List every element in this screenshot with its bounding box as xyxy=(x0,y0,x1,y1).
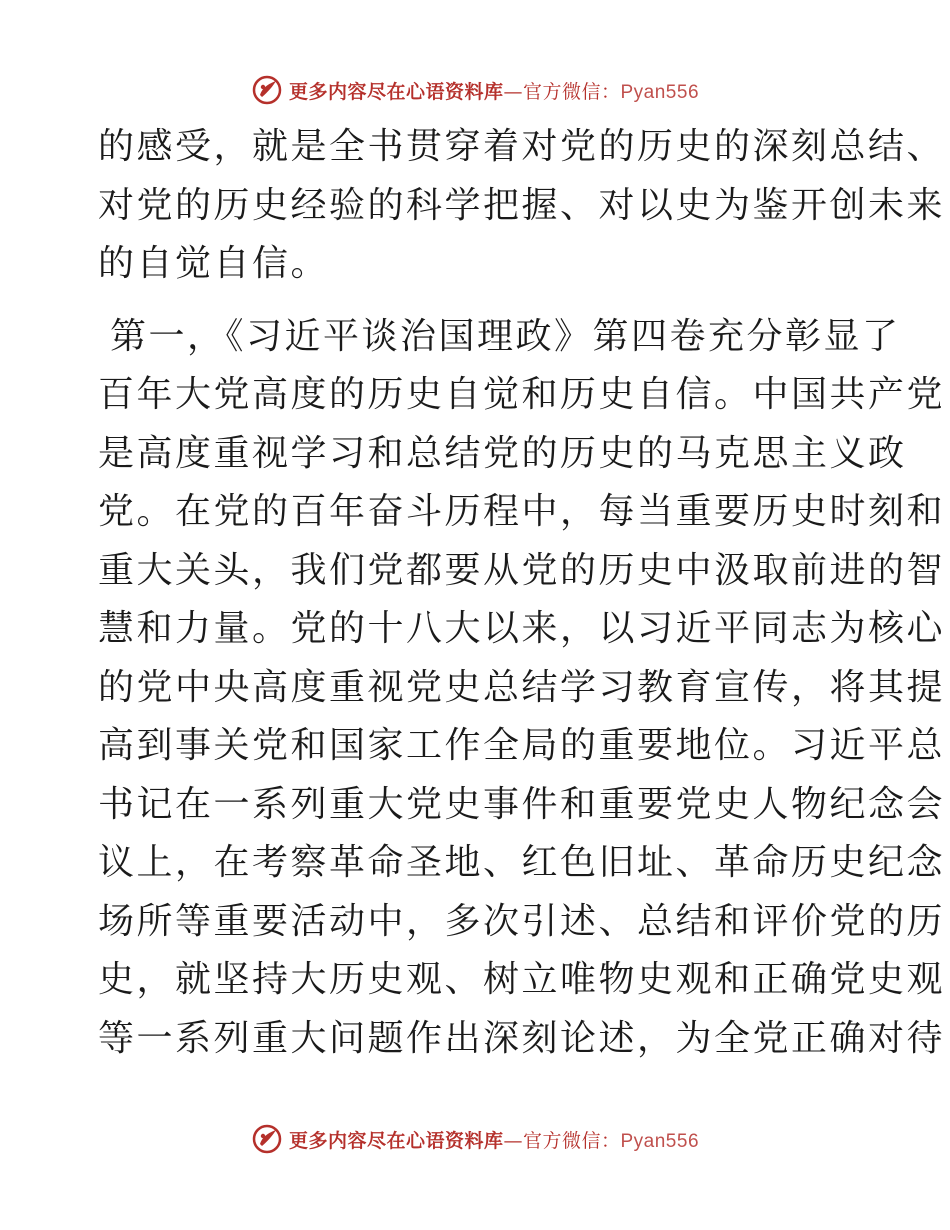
text-line: 场所等重要活动中，多次引述、总结和评价党的历 xyxy=(98,900,946,942)
watermark-wechat-id: Pyan556 xyxy=(620,81,700,103)
text-line: 等一系列重大问题作出深刻论述，为全党正确对待 xyxy=(98,1017,946,1059)
footer-watermark xyxy=(0,1121,950,1157)
brand-logo-icon xyxy=(251,1123,283,1155)
text-line: 慧和力量。党的十八大以来，以习近平同志为核心 xyxy=(98,608,946,649)
text-line: 议上，在考察革命圣地、红色旧址、革命历史纪念 xyxy=(98,842,946,883)
text-line: 第一，《习近平谈治国理政》第四卷充分彰显了 xyxy=(110,315,901,357)
text-line: 党。在党的百年奋斗历程中，每当重要历史时刻和 xyxy=(98,491,946,532)
watermark-label: 官方微信： xyxy=(522,1129,621,1152)
text-line: 书记在一系列重大党史事件和重要党史人物纪念会 xyxy=(98,783,946,825)
text-line: 的自觉自信。 xyxy=(98,243,330,284)
watermark-separator: — xyxy=(503,80,523,103)
text-line: 对党的历史经验的科学把握、对以史为鉴开创未来 xyxy=(98,184,946,226)
watermark-separator: — xyxy=(503,1129,523,1152)
text-line: 史，就坚持大历史观、树立唯物史观和正确党史观 xyxy=(98,959,946,1000)
text-line: 百年大党高度的历史自觉和历史自信。中国共产党 xyxy=(98,374,946,415)
text-line: 高到事关党和国家工作全局的重要地位。习近平总 xyxy=(98,725,946,766)
watermark-label: 官方微信： xyxy=(522,80,621,103)
header-watermark xyxy=(0,72,950,108)
paragraph xyxy=(98,118,946,294)
watermark-brand: 更多内容尽在心语资料库 xyxy=(288,80,504,103)
text-line: 的感受，就是全书贯穿着对党的历史的深刻总结、 xyxy=(98,126,946,167)
watermark-wechat-id: Pyan556 xyxy=(620,1130,700,1152)
body-text xyxy=(98,118,946,1068)
text-line: 重大关头，我们党都要从党的历史中汲取前进的智 xyxy=(98,549,946,591)
brand-logo-icon xyxy=(251,74,283,106)
watermark-brand: 更多内容尽在心语资料库 xyxy=(288,1129,504,1152)
paragraph xyxy=(98,308,946,1069)
text-line: 是高度重视学习和总结党的历史的马克思主义政 xyxy=(98,432,907,474)
text-line: 的党中央高度重视党史总结学习教育宣传，将其提 xyxy=(98,666,946,708)
